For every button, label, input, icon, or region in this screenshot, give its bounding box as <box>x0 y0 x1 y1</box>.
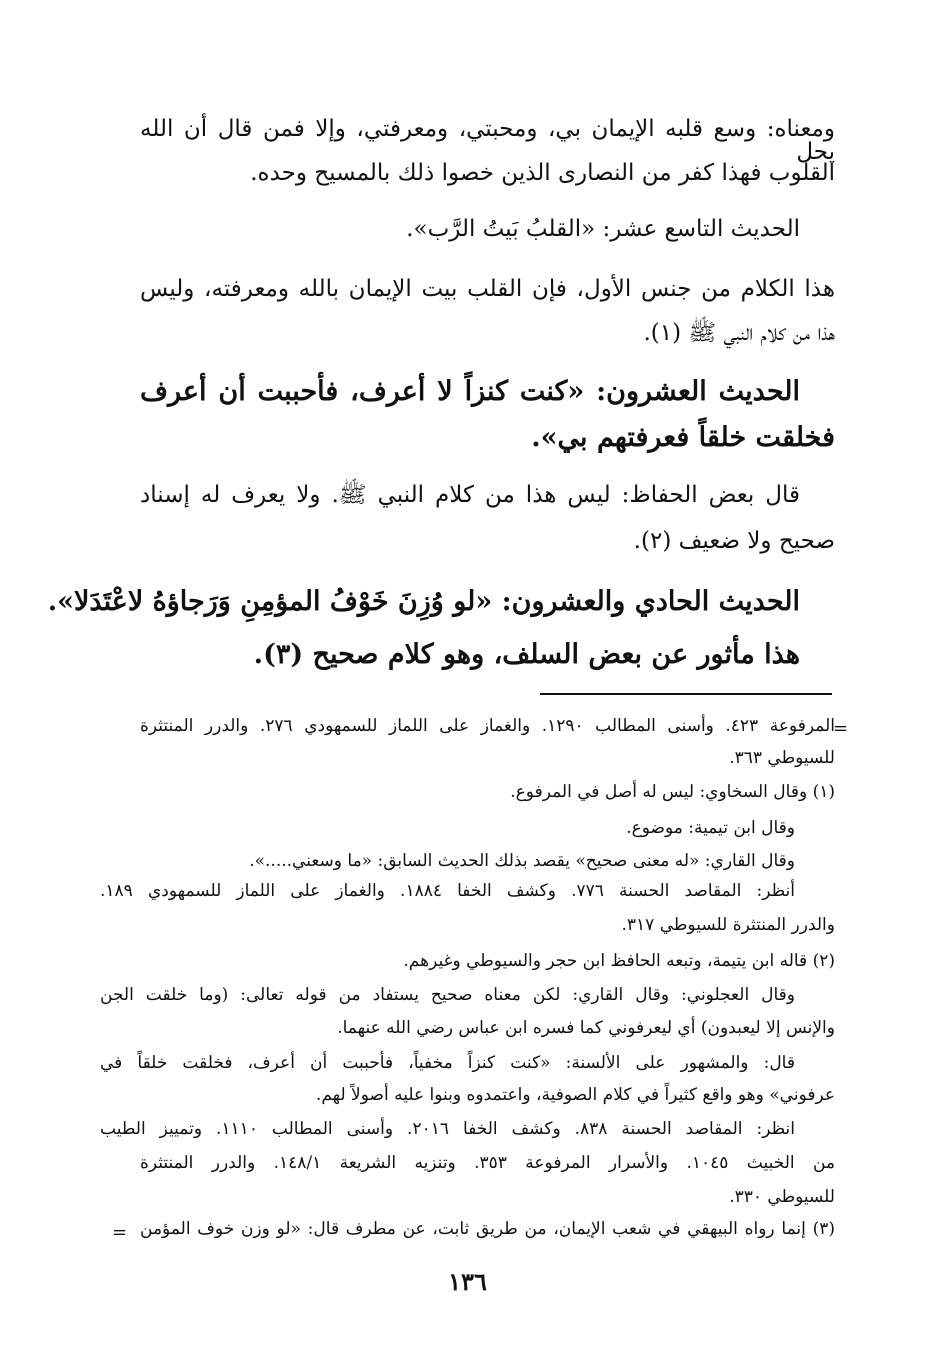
footnote-line: (٣) إنما رواه البيهقي في شعب الإيمان، من طريق ثابت، عن مطرف قال: «لو وزن خوف المؤمن <box>140 1219 835 1239</box>
footnote-line: عرفوني» وهو واقع كثيراً في كلام الصوفية، واعتمدوه وبنوا عليه أصولاً لهم. <box>315 1085 835 1105</box>
footnote-line: والدرر المنتثرة للسيوطي ٣١٧. <box>621 915 835 935</box>
footnote-line: والإنس إلا ليعبدون) أي ليعرفوني كما فسره ابن عباس رضي الله عنهما. <box>337 1018 835 1038</box>
hadith-19-heading: الحديث التاسع عشر: «القلبُ بَيتُ الرَّب». <box>406 216 800 242</box>
footnote-separator <box>540 693 832 695</box>
body-line: القلوب فهذا كفر من النصارى الذين خصوا ذلك بالمسيح وحده. <box>250 160 835 186</box>
body-line: قال بعض الحفاظ: ليس هذا من كلام النبي ﷺ. ولا يعرف له إسناد <box>140 482 800 508</box>
footnote-line: من الخبيث ١٠٤٥. والأسرار المرفوعة ٣٥٣. وتنزيه الشريعة ١٤٨/١. والدرر المنتثرة <box>140 1153 835 1173</box>
body-line: هذا من كلام النبي ﷺ (١). <box>643 320 835 346</box>
continuation-marker-end: = <box>112 1222 128 1243</box>
hadith-21-heading: الحديث الحادي والعشرون: «لو وُزِنَ خَوْفُ المؤمِنِ وَرَجاؤهُ لاعْتَدَلا». <box>47 586 800 617</box>
footnote-line: وقال العجلوني: وقال القاري: لكن معناه صحيح يستفاد من قوله تعالى: (وما خلقت الجن <box>100 985 795 1005</box>
hadith-21-continued: هذا مأثور عن بعض السلف، وهو كلام صحيح (٣). <box>253 639 800 670</box>
footnote-line: (٢) قاله ابن يتيمة، وتبعه الحافظ ابن حجر والسيوطي وغيرهم. <box>403 951 835 971</box>
body-line: ومعناه: وسع قلبه الإيمان بي، ومحبتي، ومعرفتي، وإلا فمن قال أن الله يحل <box>140 116 835 165</box>
footnote-line: أنظر: المقاصد الحسنة ٧٧٦. وكشف الخفا ١٨٨٤. والغماز على اللماز للسمهودي ١٨٩. <box>100 881 795 901</box>
hadith-20-continued: فخلقت خلقاً فعرفتهم بي». <box>531 422 835 453</box>
footnote-line: انظر: المقاصد الحسنة ٨٣٨. وكشف الخفا ٢٠١٦. وأسنى المطالب ١١١٠. وتمييز الطيب <box>100 1119 795 1139</box>
body-line: صحيح ولا ضعيف (٢). <box>633 528 835 554</box>
footnote-line: قال: والمشهور على الألسنة: «كنت كنزاً مخفياً، فأحببت أن أعرف، فخلقت خلقاً في <box>100 1053 795 1073</box>
footnote-line: للسيوطي ٣٦٣. <box>729 748 835 768</box>
footnote-line: (١) وقال السخاوي: ليس له أصل في المرفوع. <box>510 782 835 802</box>
continuation-marker: = <box>833 718 849 739</box>
footnote-line: وقال ابن تيمية: موضوع. <box>626 818 795 838</box>
page-number: ١٣٦ <box>448 1267 487 1296</box>
footnote-line: وقال القاري: «له معنى صحيح» يقصد بذلك الحديث السابق: «ما وسعني.....». <box>249 851 795 871</box>
footnote-line: المرفوعة ٤٢٣. وأسنى المطالب ١٢٩٠. والغماز على اللماز للسمهودي ٢٧٦. والدرر المنتثرة <box>140 716 835 736</box>
footnote-line: للسيوطي ٣٣٠. <box>729 1187 835 1207</box>
hadith-20-heading: الحديث العشرون: «كنت كنزاً لا أعرف، فأحببت أن أعرف <box>140 376 800 407</box>
body-line: هذا الكلام من جنس الأول، فإن القلب بيت الإيمان بالله ومعرفته، وليس <box>140 276 835 302</box>
